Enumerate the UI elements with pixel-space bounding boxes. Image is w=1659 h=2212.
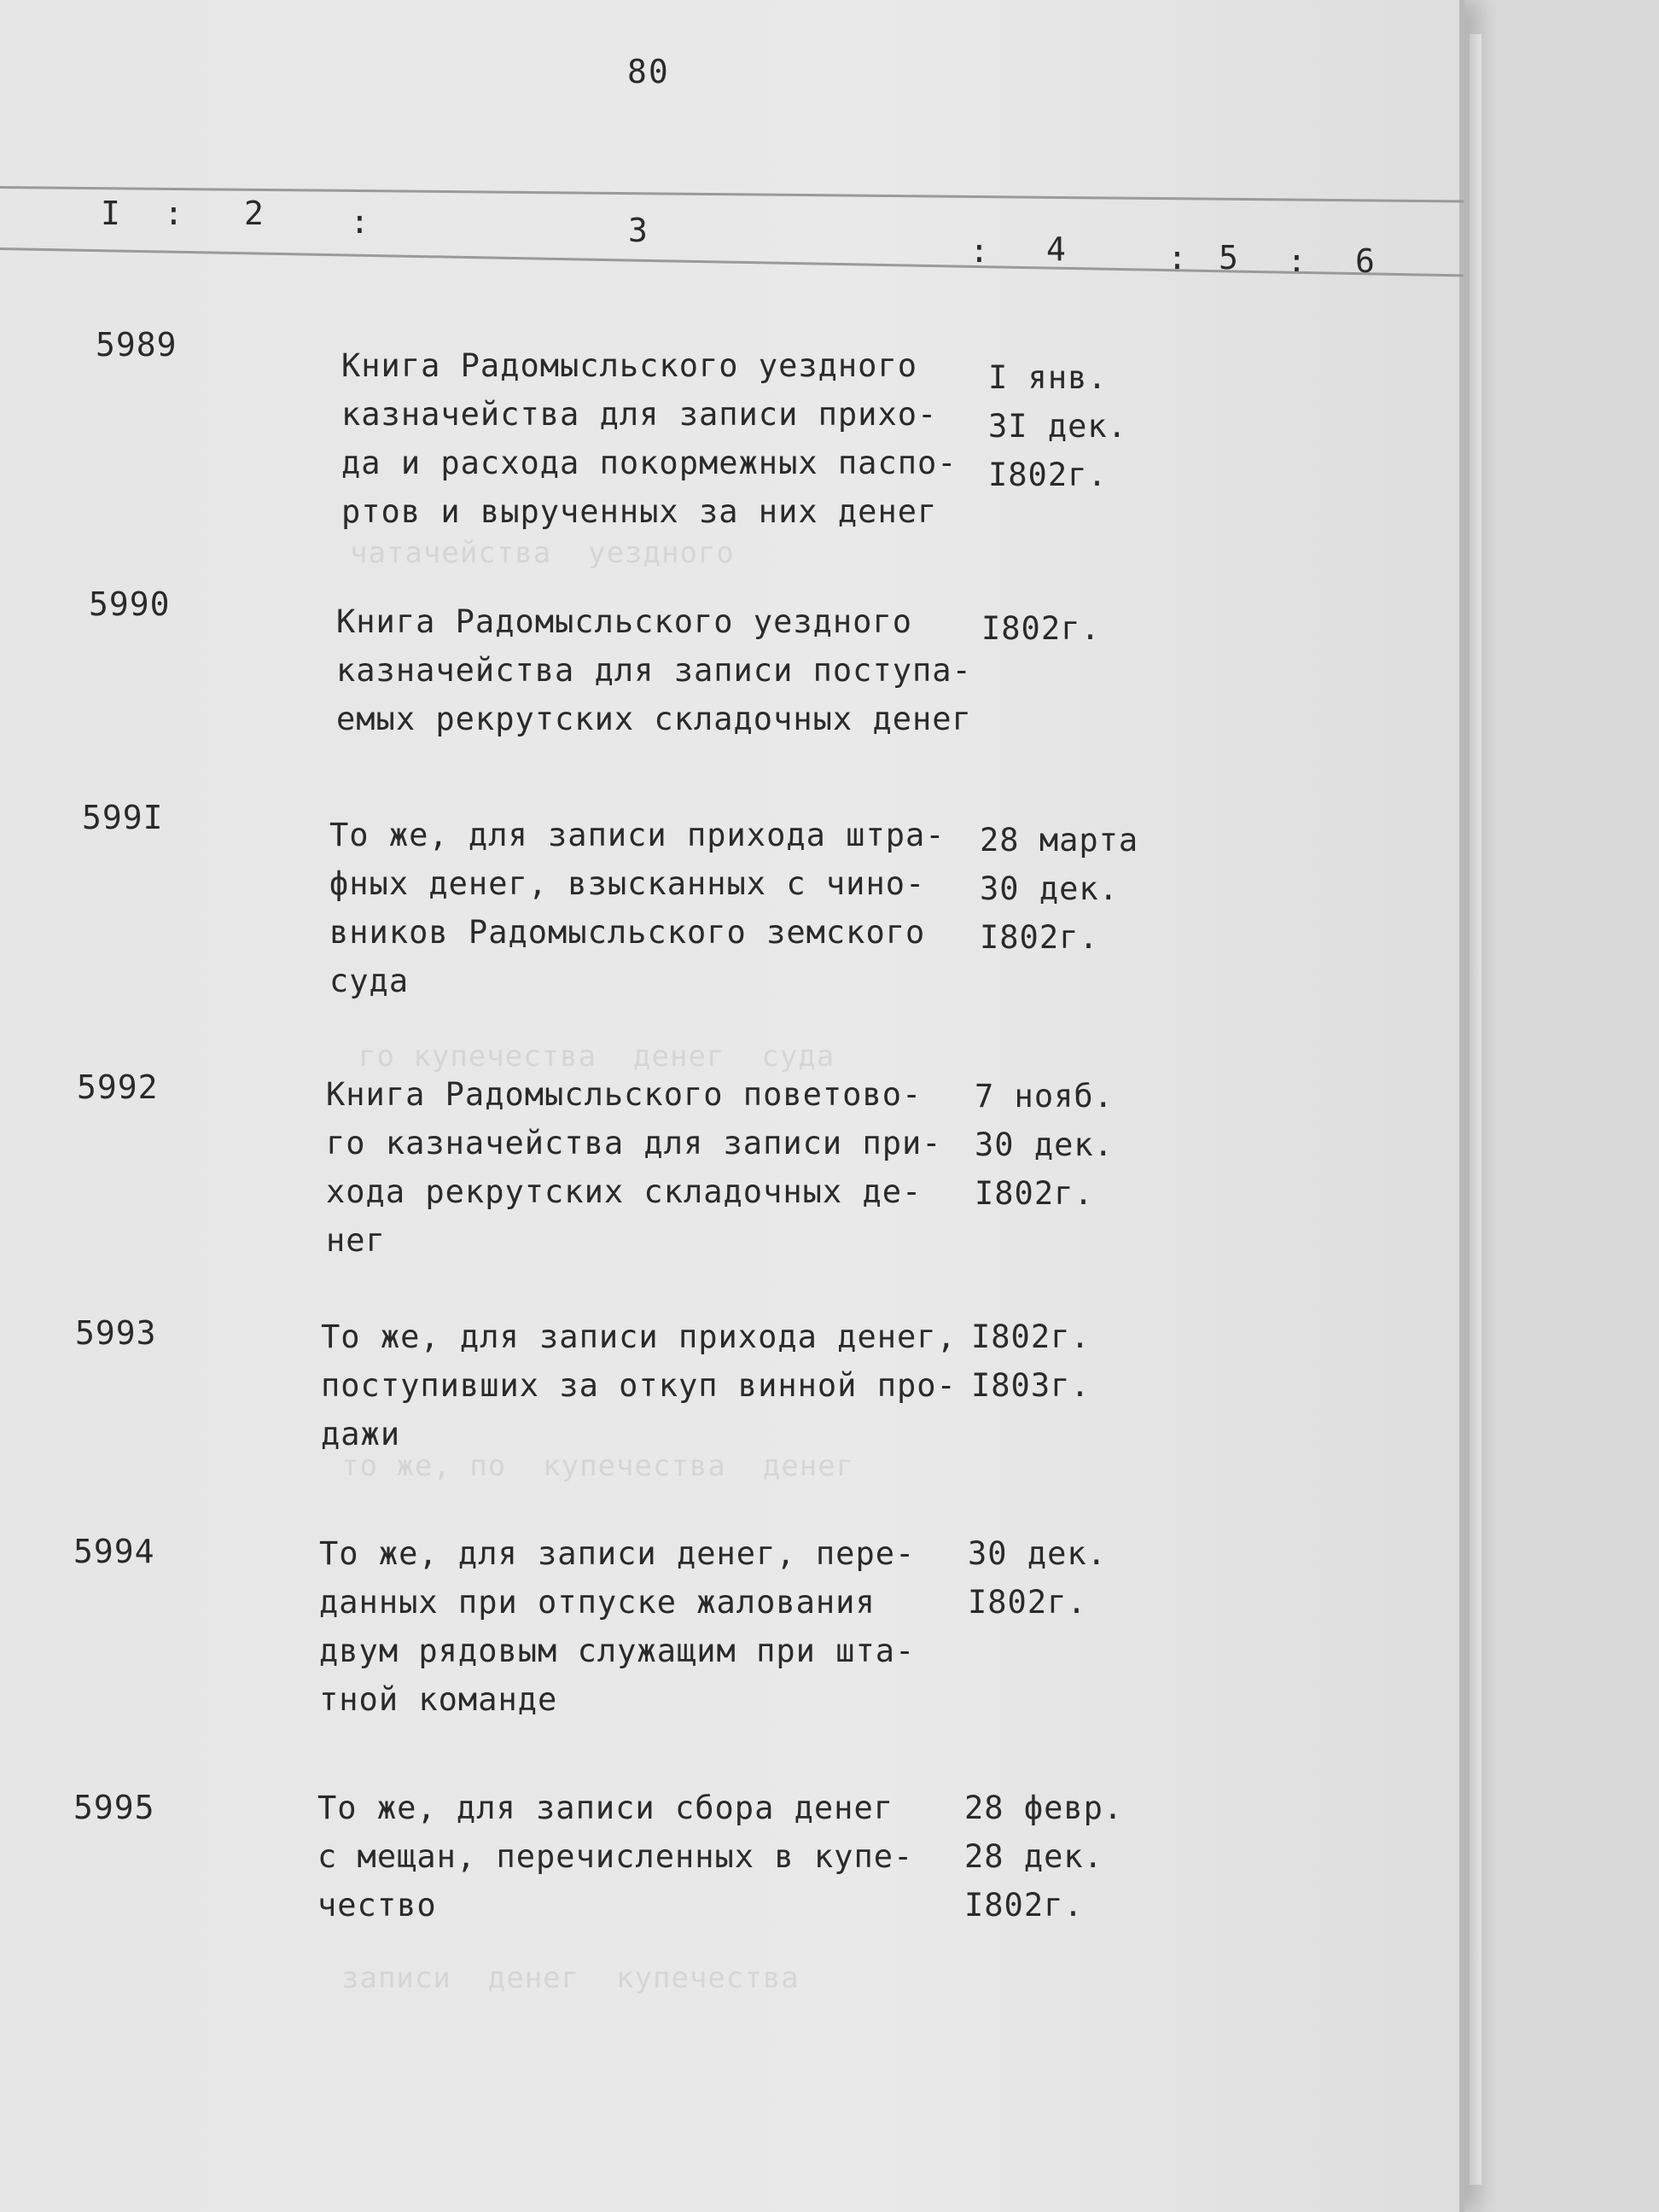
entry-description: То же, для записи денег, пере- данных при отпуске жалования двум рядовым служащим при шта- тной команде	[319, 1535, 916, 1718]
column-separator: :	[164, 195, 183, 232]
entry-number: 5995	[73, 1789, 155, 1826]
column-header-6: 6	[1355, 242, 1375, 280]
column-separator: :	[1167, 239, 1187, 276]
entry-dates: 28 февр. 28 дек. I802г.	[964, 1790, 1124, 1924]
entry-number: 5989	[96, 326, 178, 364]
column-separator: :	[1287, 242, 1307, 280]
entry-number: 5993	[75, 1314, 157, 1352]
entry-dates: I802г. I803г.	[971, 1318, 1091, 1404]
entry-number: 5990	[89, 585, 171, 623]
entry-description: То же, для записи прихода денег, поступивших за откуп винной про- дажи	[321, 1318, 957, 1452]
entry-dates: I янв. 3I дек. I802г.	[988, 359, 1127, 493]
entry-dates: 28 марта 30 дек. I802г.	[980, 822, 1139, 956]
column-separator: :	[969, 232, 989, 270]
entry-number: 5994	[73, 1533, 155, 1570]
entry-description: То же, для записи сбора денег с мещан, перечисленных в купе- чество	[317, 1790, 914, 1924]
column-header-3: 3	[628, 212, 648, 249]
bleed-through-text: чатачейства уездного	[350, 536, 735, 570]
table-header-bottom-rule	[0, 247, 1464, 276]
bleed-through-text: записи денег купечества	[341, 1961, 800, 1995]
entry-dates: I802г.	[981, 610, 1101, 647]
column-separator: :	[350, 203, 370, 241]
entry-dates: 30 дек. I802г.	[968, 1535, 1107, 1621]
entry-dates: 7 нояб. 30 дек. I802г.	[975, 1078, 1114, 1212]
bleed-through-text: го купечества денег суда	[358, 1039, 835, 1074]
page-stack-edge	[1470, 34, 1481, 2185]
column-header-5: 5	[1219, 239, 1238, 276]
page-number: 80	[627, 53, 670, 90]
column-header-4: 4	[1046, 230, 1066, 268]
entry-number: 599I	[82, 799, 164, 836]
table-header-top-rule	[0, 186, 1464, 202]
entry-description: Книга Радомысльского уездного казначейства для записи поступа- емых рекрутских складочных денег	[336, 603, 972, 737]
entry-description: Книга Радомысльского поветово- го казначейства для записи при- хода рекрутских складочных де- нег	[326, 1076, 942, 1259]
bleed-through-text: то же, по купечества денег	[341, 1449, 855, 1483]
column-header-2: 2	[244, 195, 264, 232]
entry-number: 5992	[77, 1068, 159, 1106]
entry-description: Книга Радомысльского уездного казначейства для записи прихо- да и расхода покормежных паспо- ртов и вырученных за них денег	[341, 347, 958, 530]
entry-description: То же, для записи прихода штра- фных денег, взысканных с чино- вников Радомысльского земского суда	[329, 817, 946, 999]
column-header-1: I	[101, 195, 120, 232]
